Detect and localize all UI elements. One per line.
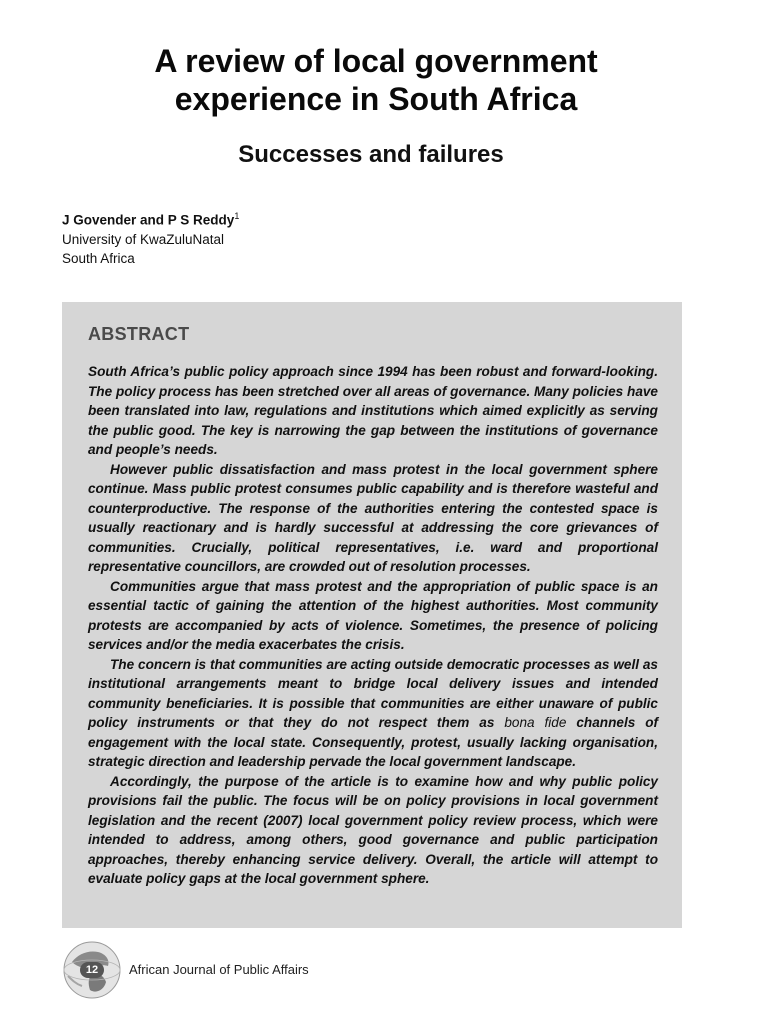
title-line-2: experience in South Africa: [174, 81, 578, 117]
page-footer: [62, 940, 462, 1000]
abstract-p4-part-b: channels of engagement with the local state. Consequently, protest, usually lacking organisation, strategic direction and leadership pervade the local government landscape.: [88, 715, 659, 769]
abstract-paragraph-1: South Africa’s public policy approach since 1994 has been robust and forward-looking. The policy process has been stretched over all areas of governance. Many policies have been translated into law, regulations and institutions which aimed explicitly as serving the public good. The key is narrowing the gap between the institutions of governance and people’s needs.: [88, 364, 658, 457]
affiliation-country: South Africa: [62, 250, 135, 266]
abstract-box: [62, 302, 682, 928]
page-number: 12: [80, 962, 104, 978]
title-line-1: A review of local government: [154, 43, 598, 79]
article-subtitle: Successes and failures: [238, 141, 504, 168]
author-block: [62, 207, 239, 268]
author-names: J Govender and P S Reddy: [62, 212, 235, 228]
abstract-heading: ABSTRACT: [88, 324, 190, 344]
abstract-paragraph-5: Accordingly, the purpose of the article is to examine how and why public policy provisions fail the public. The focus will be on policy provisions in local government legislation and the recent (2007) local government policy review process, which were intended to address, among others, good governance and public participation approaches, thereby enhancing service delivery. Overall, the article will attempt to evaluate policy gaps at the local government sphere.: [88, 773, 658, 886]
latin-phrase: bona fide: [504, 715, 567, 730]
journal-name: African Journal of Public Affairs: [129, 962, 309, 977]
footnote-marker: 1: [234, 211, 240, 221]
abstract-p4-part-a: The concern is that communities are acting outside democratic processes as well as institutional arrangements meant to bridge local delivery issues and intended community beneficiaries. It is possible that communities are either unaware of public policy instruments or that they do not respect them as: [88, 656, 658, 730]
affiliation-university: University of KwaZuluNatal: [62, 231, 225, 247]
abstract-paragraph-2: However public dissatisfaction and mass protest in the local government sphere continue. Mass public protest consumes public capability and is therefore wasteful and counterproductive. The response of the authorities entering the contested space is usually reactionary and is hardly successful at addressing the core grievances of communities. Crucially, political representatives, i.e. ward and proportional representative councillors, are crowded out of resolution processes.: [88, 461, 658, 574]
abstract-paragraph-4: [88, 655, 658, 772]
author-names-line: [62, 207, 239, 230]
article-title: [0, 42, 752, 118]
abstract-paragraph-3: Communities argue that mass protest and the appropriation of public space is an essential tactic of gaining the attention of the highest authorities. Most community protests are accompanied by acts of violence. Sometimes, the presence of policing services and/or the media exacerbates the crisis.: [88, 578, 658, 652]
abstract-body: [88, 362, 658, 889]
